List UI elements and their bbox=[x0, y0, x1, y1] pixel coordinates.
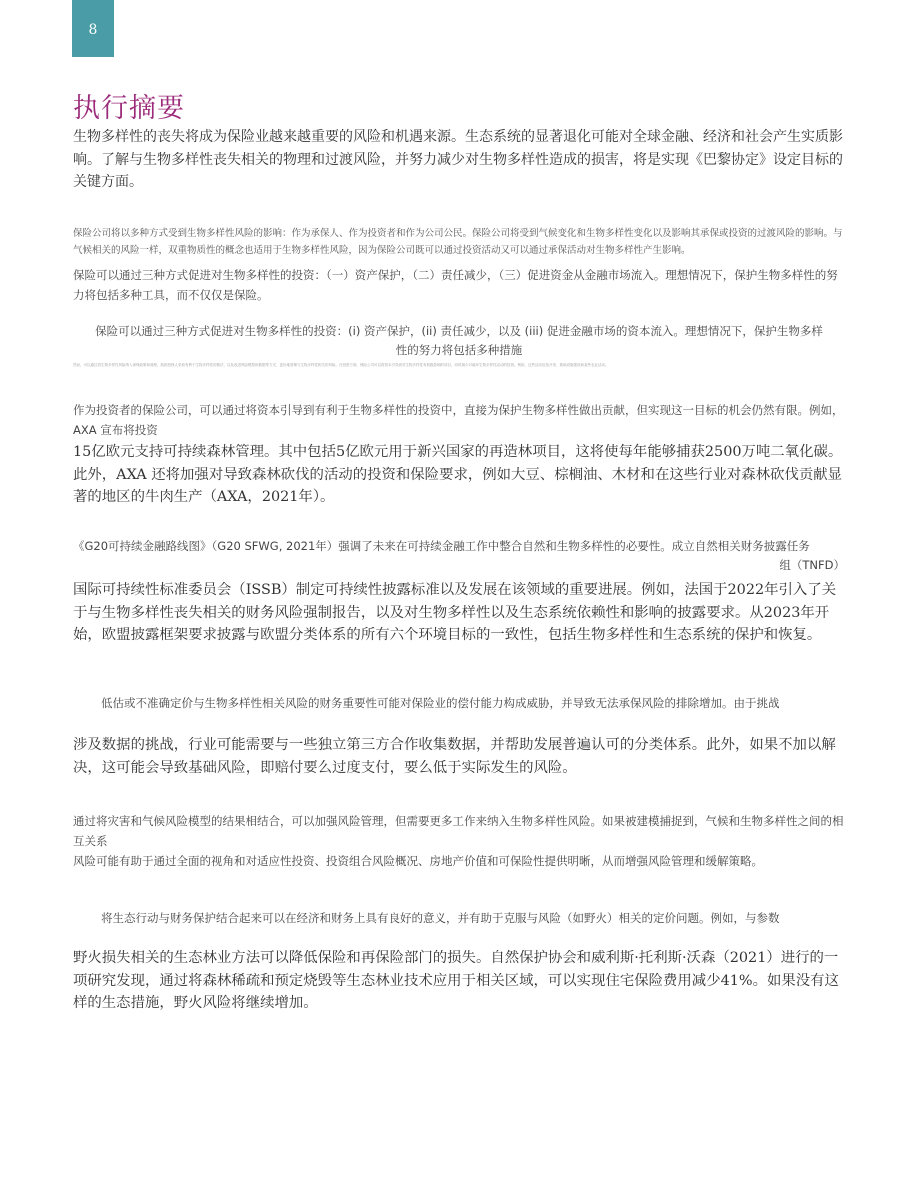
g20-line-2: 组（TNFD） bbox=[779, 558, 845, 572]
pull-quote bbox=[73, 322, 845, 360]
issb-disclosure-paragraph: 国际可持续性标准委员会（ISSB）制定可持续性披露标准以及发展在该领域的重要进展。例如，法国于2022年引入了关于与生物多样性丧失相关的财务风险强制报告，以及对生物多样性以及生态系统依赖性和影响的披露要求。从2023年开始，欧盟披露框架要求披露与欧盟分类体系的所有六个环境目标的一致性，包括生物多样性和生态系统的保护和恢复。 bbox=[73, 582, 837, 643]
risk-clarity-paragraph: 风险可能有助于通过全面的视角和对适应性投资、投资组合风险概况、房地产价值和可保险性提供明晰，从而增强风险管理和缓解策略。 bbox=[73, 854, 763, 868]
axa-forest-paragraph: 15亿欧元支持可持续森林管理。其中包括5亿欧元用于新兴国家的再造林项目，这将使每年能够捕获2500万吨二氧化碳。此外，AXA 还将加强对导致森林砍伐的活动的投资和保险要求，例如大豆、棕榈油、木材和在这些行业对森林砍伐贡献显著的地区的牛肉生产（AXA，2021年）。 bbox=[73, 444, 843, 505]
page-title: 执行摘要 bbox=[73, 93, 185, 124]
g20-line-1: 《G20可持续金融路线图》（G20 SFWG, 2021年）强调了未来在可持续金融工作中整合自然和生物多样性的必要性。成立自然相关财务披露任务 bbox=[73, 539, 810, 553]
risk-model-paragraph: 通过将灾害和气候风险模型的结果相结合，可以加强风险管理，但需要更多工作来纳入生物多样性风险。如果被建模捕捉到，气候和生物多样性之间的相互关系 bbox=[73, 814, 844, 848]
fine-print-line: 然而，可以通过将生物多样性风险纳入承保政策和流程、鼓励投保人采取有利于生物多样性的做法、以及改进风险模型和数据等方式，更好地管理与生物多样性相关的风险。在投资方面，保险公司可以将资本引导到对生物多样性有积极影响的项目，同时减少对破坏生物多样性活动的投资。例如，这些活动包括开采、基础设施建设和某些农业活动。 bbox=[73, 363, 609, 367]
investment-ways-paragraph: 保险可以通过三种方式促进对生物多样性的投资：（一）资产保护，（二）责任减少，（三）促进资金从金融市场流入。理想情况下，保护生物多样性的努力将包括多种工具，而不仅仅是保险。 bbox=[73, 268, 838, 302]
insurer-exposure-paragraph: 保险公司将以多种方式受到生物多样性风险的影响：作为承保人、作为投资者和作为公司公民。保险公司将受到气候变化和生物多样性变化以及影响其承保或投资的过渡风险的影响。与气候相关的风险一样，双重物质性的概念也适用于生物多样性风险，因为保险公司既可以通过投资活动又可以通过承保活动对生物多样性产生影响。 bbox=[73, 228, 843, 256]
page-number-tab: 8 bbox=[72, 0, 114, 57]
data-challenge-paragraph: 涉及数据的挑战，行业可能需要与一些独立第三方合作收集数据，并帮助发展普遍认可的分类体系。此外，如果不加以解决，这可能会导致基础风险，即赔付要么过度支付，要么低于实际发生的风险。 bbox=[73, 737, 836, 776]
pull-quote-line-2: 性的努力将包括多种措施 bbox=[395, 343, 523, 357]
wildfire-paragraph: 野火损失相关的生态林业方法可以降低保险和再保险部门的损失。自然保护协会和威利斯·托利斯·沃森（2021）进行的一项研究发现，通过将森林稀疏和预定烧毁等生态林业技术应用于相关区域，可以实现住宅保险费用减少41%。如果没有这样的生态措施，野火风险将继续增加。 bbox=[73, 950, 839, 1011]
insurer-investor-paragraph: 作为投资者的保险公司，可以通过将资本引导到有利于生物多样性的投资中，直接为保护生物多样性做出贡献，但实现这一目标的机会仍然有限。例如，AXA 宣布将投资 bbox=[73, 403, 844, 437]
eco-action-paragraph: 将生态行动与财务保护结合起来可以在经济和财务上具有良好的意义，并有助于克服与风险（如野火）相关的定价问题。例如，与参数 bbox=[101, 911, 780, 925]
intro-paragraph: 生物多样性的丧失将成为保险业越来越重要的风险和机遇来源。生态系统的显著退化可能对全球金融、经济和社会产生实质影响。了解与生物多样性丧失相关的物理和过渡风险，并努力减少对生物多样性造成的损害，将是实现《巴黎协定》设定目标的关键方面。 bbox=[73, 129, 843, 190]
g20-roadmap-paragraph bbox=[73, 537, 845, 575]
pull-quote-line-1: 保险可以通过三种方式促进对生物多样性的投资：(i) 资产保护，(ii) 责任减少，以及 (iii) 促进金融市场的资本流入。理想情况下，保护生物多样 bbox=[95, 324, 823, 338]
solvency-risk-paragraph: 低估或不准确定价与生物多样性相关风险的财务重要性可能对保险业的偿付能力构成威胁，并导致无法承保风险的排除增加。由于挑战 bbox=[101, 696, 780, 710]
